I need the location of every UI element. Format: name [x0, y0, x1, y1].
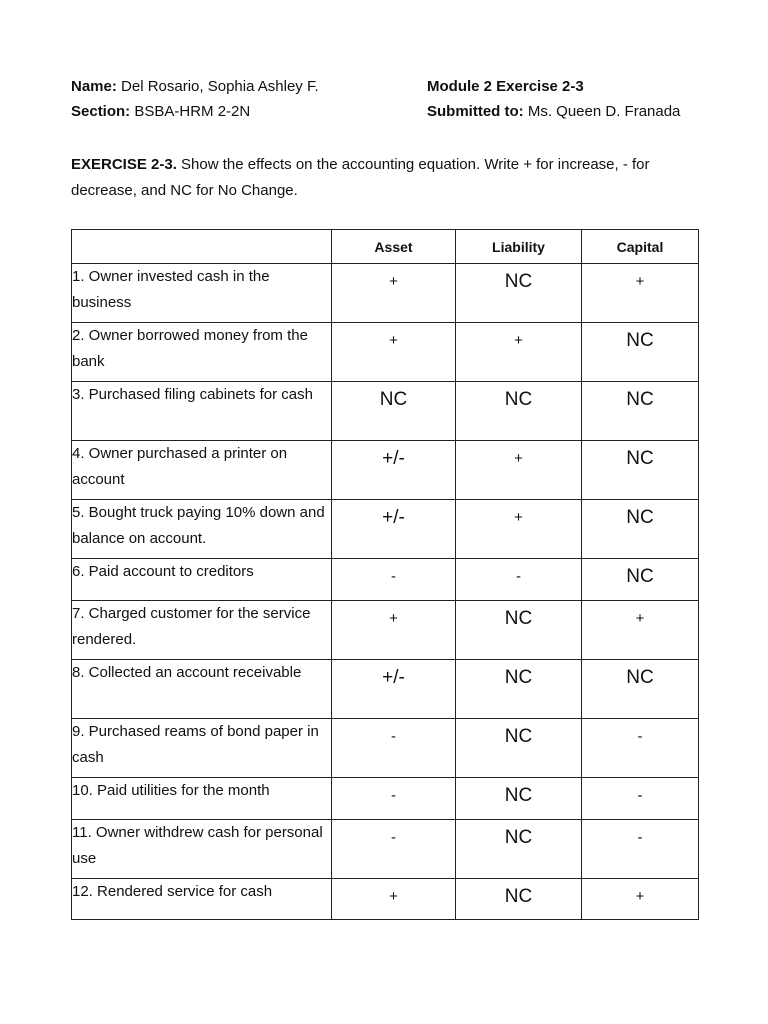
capital-effect: -	[637, 787, 643, 804]
liability-effect: +	[514, 332, 523, 349]
table-row	[72, 382, 699, 441]
liability-effect-cell	[456, 778, 582, 820]
liability-effect-cell	[456, 382, 582, 441]
liability-effect: NC	[504, 667, 533, 688]
liability-effect: NC	[504, 389, 533, 410]
submitted-label: Submitted to:	[427, 103, 524, 120]
transaction-description: 11. Owner withdrew cash for personal use	[72, 820, 332, 879]
asset-effect-cell	[332, 778, 456, 820]
table-row	[72, 778, 699, 820]
asset-effect: +	[389, 610, 398, 627]
capital-effect: +	[635, 273, 645, 290]
capital-effect-cell	[582, 441, 699, 500]
capital-effect-cell	[582, 500, 699, 559]
capital-effect-cell	[582, 264, 699, 323]
capital-effect-cell	[582, 820, 699, 879]
name-value: Del Rosario, Sophia Ashley F.	[121, 78, 319, 95]
transaction-description: 1. Owner invested cash in the business	[72, 264, 332, 323]
section-value: BSBA-HRM 2-2N	[134, 103, 251, 120]
liability-effect: NC	[504, 271, 533, 292]
asset-effect-cell	[332, 601, 456, 660]
asset-effect-cell	[332, 441, 456, 500]
asset-effect: NC	[379, 389, 408, 410]
capital-effect: NC	[626, 389, 654, 410]
asset-effect-cell	[332, 323, 456, 382]
submitted-line	[427, 102, 680, 122]
capital-effect: NC	[626, 566, 654, 587]
liability-effect-cell	[456, 441, 582, 500]
asset-effect-cell	[332, 820, 456, 879]
table-row	[72, 601, 699, 660]
asset-effect: +	[389, 332, 398, 349]
liability-effect-cell	[456, 601, 582, 660]
asset-effect: -	[391, 787, 396, 804]
capital-effect: -	[637, 728, 643, 745]
capital-effect-cell	[582, 559, 699, 601]
module-title: Module 2 Exercise 2-3	[427, 78, 584, 95]
transaction-description: 6. Paid account to creditors	[72, 559, 332, 601]
capital-effect-cell	[582, 719, 699, 778]
transaction-description: 4. Owner purchased a printer on account	[72, 441, 332, 500]
module-line	[427, 77, 584, 97]
capital-effect: -	[637, 829, 643, 846]
table-row	[72, 820, 699, 879]
name-label: Name:	[71, 78, 117, 95]
header-capital: Capital	[582, 230, 699, 264]
capital-effect: NC	[626, 667, 654, 688]
asset-effect-cell	[332, 559, 456, 601]
table-row	[72, 660, 699, 719]
asset-effect-cell	[332, 264, 456, 323]
asset-effect: +/-	[382, 507, 405, 528]
liability-effect: NC	[504, 608, 533, 629]
asset-effect-cell	[332, 719, 456, 778]
liability-effect: -	[516, 568, 521, 585]
section-label: Section:	[71, 103, 131, 120]
transaction-description: 3. Purchased filing cabinets for cash	[72, 382, 332, 441]
liability-effect-cell	[456, 719, 582, 778]
table-row	[72, 559, 699, 601]
instructions	[71, 152, 691, 204]
capital-effect-cell	[582, 879, 699, 920]
capital-effect: NC	[626, 507, 654, 528]
liability-effect-cell	[456, 264, 582, 323]
table-row	[72, 500, 699, 559]
transaction-description: 7. Charged customer for the service rendered.	[72, 601, 332, 660]
header-liability: Liability	[456, 230, 582, 264]
accounting-equation-table	[71, 229, 699, 920]
asset-effect: +/-	[382, 667, 405, 688]
transaction-description: 12. Rendered service for cash	[72, 879, 332, 920]
table-row	[72, 441, 699, 500]
asset-effect-cell	[332, 660, 456, 719]
name-line	[71, 77, 319, 97]
capital-effect: +	[635, 888, 645, 905]
asset-effect: +/-	[382, 448, 405, 469]
asset-effect-cell	[332, 382, 456, 441]
liability-effect: NC	[504, 886, 533, 907]
liability-effect: +	[514, 450, 523, 467]
asset-effect: +	[389, 888, 398, 905]
capital-effect: +	[635, 610, 645, 627]
submitted-value: Ms. Queen D. Franada	[527, 103, 681, 120]
table-row	[72, 323, 699, 382]
transaction-description: 5. Bought truck paying 10% down and balance on account.	[72, 500, 332, 559]
liability-effect-cell	[456, 820, 582, 879]
table-row	[72, 719, 699, 778]
capital-effect-cell	[582, 382, 699, 441]
capital-effect-cell	[582, 778, 699, 820]
liability-effect: NC	[504, 785, 533, 806]
asset-effect-cell	[332, 879, 456, 920]
asset-effect: -	[391, 728, 396, 745]
table-row	[72, 264, 699, 323]
table-header-row	[72, 230, 699, 264]
transaction-description: 10. Paid utilities for the month	[72, 778, 332, 820]
transaction-description: 9. Purchased reams of bond paper in cash	[72, 719, 332, 778]
capital-effect: NC	[626, 330, 654, 351]
header-asset: Asset	[332, 230, 456, 264]
liability-effect-cell	[456, 323, 582, 382]
liability-effect-cell	[456, 559, 582, 601]
asset-effect-cell	[332, 500, 456, 559]
exercise-text: Show the effects on the accounting equation. Write + for increase, - for decrease, and NC for No Change.	[71, 156, 650, 199]
section-line	[71, 102, 250, 122]
liability-effect-cell	[456, 879, 582, 920]
liability-effect: NC	[504, 726, 533, 747]
liability-effect: +	[514, 509, 523, 526]
header-description	[72, 230, 332, 264]
table-row	[72, 879, 699, 920]
liability-effect-cell	[456, 660, 582, 719]
liability-effect: NC	[504, 827, 533, 848]
exercise-title: EXERCISE 2-3.	[71, 156, 177, 173]
asset-effect: +	[389, 273, 398, 290]
capital-effect-cell	[582, 601, 699, 660]
asset-effect: -	[391, 568, 396, 585]
capital-effect-cell	[582, 660, 699, 719]
capital-effect-cell	[582, 323, 699, 382]
transaction-description: 2. Owner borrowed money from the bank	[72, 323, 332, 382]
transaction-description: 8. Collected an account receivable	[72, 660, 332, 719]
liability-effect-cell	[456, 500, 582, 559]
asset-effect: -	[391, 829, 396, 846]
capital-effect: NC	[626, 448, 654, 469]
